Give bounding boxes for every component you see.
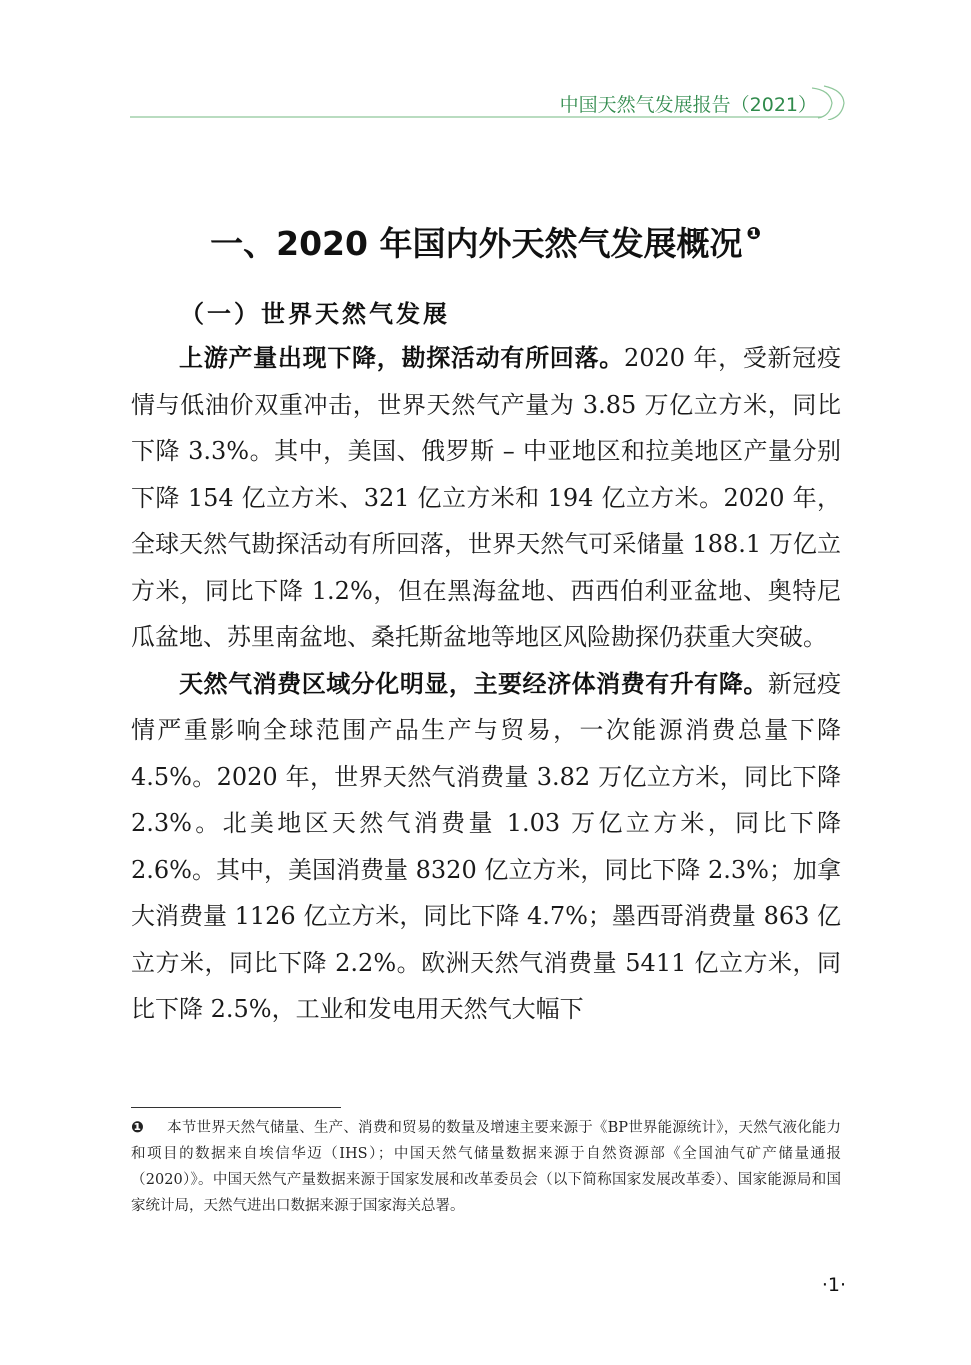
page-number: ·1· bbox=[821, 1274, 846, 1296]
paragraph-text: 新冠疫情严重影响全球范围产品生产与贸易，一次能源消费总量下降 4.5%。2020 年，世界天然气消费量 3.82 万亿立方米，同比下降 2.3%。北美地区天然气消费量 1.03 万亿立方米，同比下降 2.6%。其中，美国消费量 8320 亿立方米，同比下降 2.3%；加拿大消费量 1126 亿立方米，同比下降 4.7%；墨西哥消费量 863 亿立方米，同比下降 2.2%。欧洲天然气消费量 5411 亿立方米，同比下降 2.5%，工业和发电用天然气大幅下 bbox=[131, 669, 842, 1023]
paragraph bbox=[131, 661, 841, 1033]
footnote-divider bbox=[131, 1107, 341, 1108]
footnote-text: 本节世界天然气储量、生产、消费和贸易的数量及增速主要来源于《BP世界能源统计》，天然气液化能力和项目的数据来自埃信华迈（IHS）；中国天然气储量数据来源于自然资源部《全国油气矿产储量通报（2020）》。中国天然气产量数据来源于国家发展和改革委员会（以下简称国家发展改革委）、国家能源局和国家统计局，天然气进出口数据来源于国家海关总署。 bbox=[131, 1120, 841, 1214]
paragraph-lead: 天然气消费区域分化明显，主要经济体消费有升有降。 bbox=[179, 668, 768, 698]
paragraph-lead: 上游产量出现下降，勘探活动有所回落。 bbox=[179, 343, 624, 372]
footnote-marker: ❶ bbox=[131, 1118, 144, 1136]
footnote bbox=[131, 1114, 841, 1219]
header-title: 中国天然气发展报告（2021） bbox=[559, 94, 817, 116]
paragraph bbox=[131, 335, 841, 661]
chapter-title bbox=[0, 218, 971, 265]
footnote-reference[interactable]: ❶ bbox=[746, 224, 761, 245]
chapter-title-text: 一、2020 年国内外天然气发展概况 bbox=[210, 224, 743, 264]
paragraph-text: 2020 年，受新冠疫情与低油价双重冲击，世界天然气产量为 3.85 万亿立方米，同比下降 3.3%。其中，美国、俄罗斯 – 中亚地区和拉美地区产量分别下降 154 亿立方米、321 亿立方米和 194 亿立方米。2020 年，全球天然气勘探活动有所回落，世界天然气可采储量 188.1 万亿立方米，同比下降 1.2%，但在黑海盆地、西西伯利亚盆地、奥特尼瓜盆地、苏里南盆地、桑托斯盆地等地区风险勘探仍获重大突破。 bbox=[131, 344, 841, 651]
section-title: （一）世界天然气发展 bbox=[180, 299, 450, 328]
body-text bbox=[131, 335, 841, 1033]
page-header bbox=[130, 84, 845, 120]
